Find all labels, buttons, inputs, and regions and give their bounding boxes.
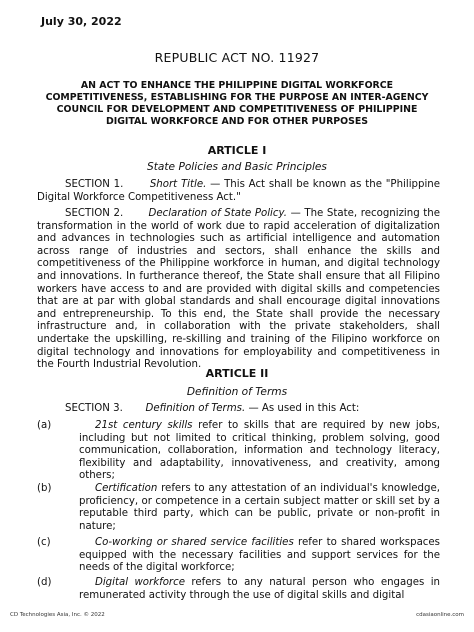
definition-a-text: refer to skills that are required by new jobs, including but not limited to critical thinking, problem solving, good communication, collaboration, information and technology literacy, flexibility and adaptability, innovativeness, and creativity, among others; bbox=[79, 420, 440, 482]
section-2-text: — The State, recognizing the transformation in the world of work due to rapid acceleration of digitalization and advances in technologies such as artificial intelligence and automation across range of industries and sectors, shall enhance the skills and competitiveness of the Philippine workforce in human, and digital technology and innovations. In furtherance thereof, the State shall ensure that all Filipino workers have access to and are provided with digital skills and competencies that are at par with global standards and shall encourage digital innovations and entrepreneurship. To this end, the State shall provide the necessary infrastructure and, in collaboration with the private stakeholders, shall undertake the upskilling, re-skilling and training of the Filipino workforce on digital technology and innovations for employability and competitiveness in the Fourth Industrial Revolution. bbox=[37, 208, 440, 371]
definition-a-label: (a) bbox=[37, 420, 52, 431]
document-date: July 30, 2022 bbox=[41, 15, 122, 28]
definition-c-text: refer to shared workspaces equipped with the necessary facilities and support services for the needs of the digital workforce; bbox=[79, 537, 440, 574]
section-3-title: Definition of Terms. bbox=[145, 403, 246, 414]
article-1-heading: ARTICLE I bbox=[207, 144, 267, 157]
footer-site: cdasiaonline.com bbox=[416, 612, 464, 618]
definition-c bbox=[37, 537, 440, 575]
section-2-title: Declaration of State Policy. bbox=[148, 208, 287, 219]
section-2-label: SECTION 2. bbox=[65, 208, 124, 219]
section-1-title: Short Title. bbox=[149, 179, 207, 190]
definition-b bbox=[37, 483, 440, 533]
section-2 bbox=[37, 208, 440, 372]
definition-d-term: Digital workforce bbox=[95, 577, 185, 588]
definition-a-term: 21st century skills bbox=[95, 420, 193, 431]
republic-act-number: REPUBLIC ACT NO. 11927 bbox=[154, 50, 320, 65]
section-1-text: — This Act shall be known as the "Philippine Digital Workforce Competitiveness Act." bbox=[37, 179, 441, 203]
section-3-label: SECTION 3. bbox=[65, 403, 123, 414]
article-2-heading: ARTICLE II bbox=[205, 367, 269, 380]
definition-b-term: Certification bbox=[95, 483, 158, 494]
definition-b-text: refers to any attestation of an individual's knowledge, proficiency, or competence in a certain subject matter or skill set by a reputable third party, which can be public, private or non-profit in nature; bbox=[79, 483, 440, 532]
section-3 bbox=[37, 403, 440, 416]
definition-b-label: (b) bbox=[37, 483, 52, 494]
definition-c-label: (c) bbox=[37, 537, 51, 548]
section-1 bbox=[37, 179, 440, 204]
act-title: AN ACT TO ENHANCE THE PHILIPPINE DIGITAL WORKFORCE COMPETITIVENESS, ESTABLISHING FOR THE PURPOSE AN INTER-AGENCY COUNCIL FOR DEVELOPMENT AND COMPETITIVENESS OF PHILIPPINE DIGITAL WORKFORCE AND FOR OTHER PURPOSES bbox=[45, 80, 429, 127]
definition-c-term: Co-working or shared service facilities bbox=[95, 537, 294, 548]
definition-d-text: refers to any natural person who engages in remunerated activity through the use of digital skills and digital bbox=[79, 577, 441, 601]
section-1-label: SECTION 1. bbox=[65, 179, 124, 190]
section-3-text: — As used in this Act: bbox=[245, 403, 360, 414]
definition-a bbox=[37, 420, 440, 483]
definition-d bbox=[37, 577, 440, 602]
definition-d-label: (d) bbox=[37, 577, 52, 588]
article-2-subheading: Definition of Terms bbox=[186, 386, 288, 398]
article-1-subheading: State Policies and Basic Principles bbox=[147, 161, 327, 173]
footer-copyright: CD Technologies Asia, Inc. © 2022 bbox=[10, 612, 105, 618]
